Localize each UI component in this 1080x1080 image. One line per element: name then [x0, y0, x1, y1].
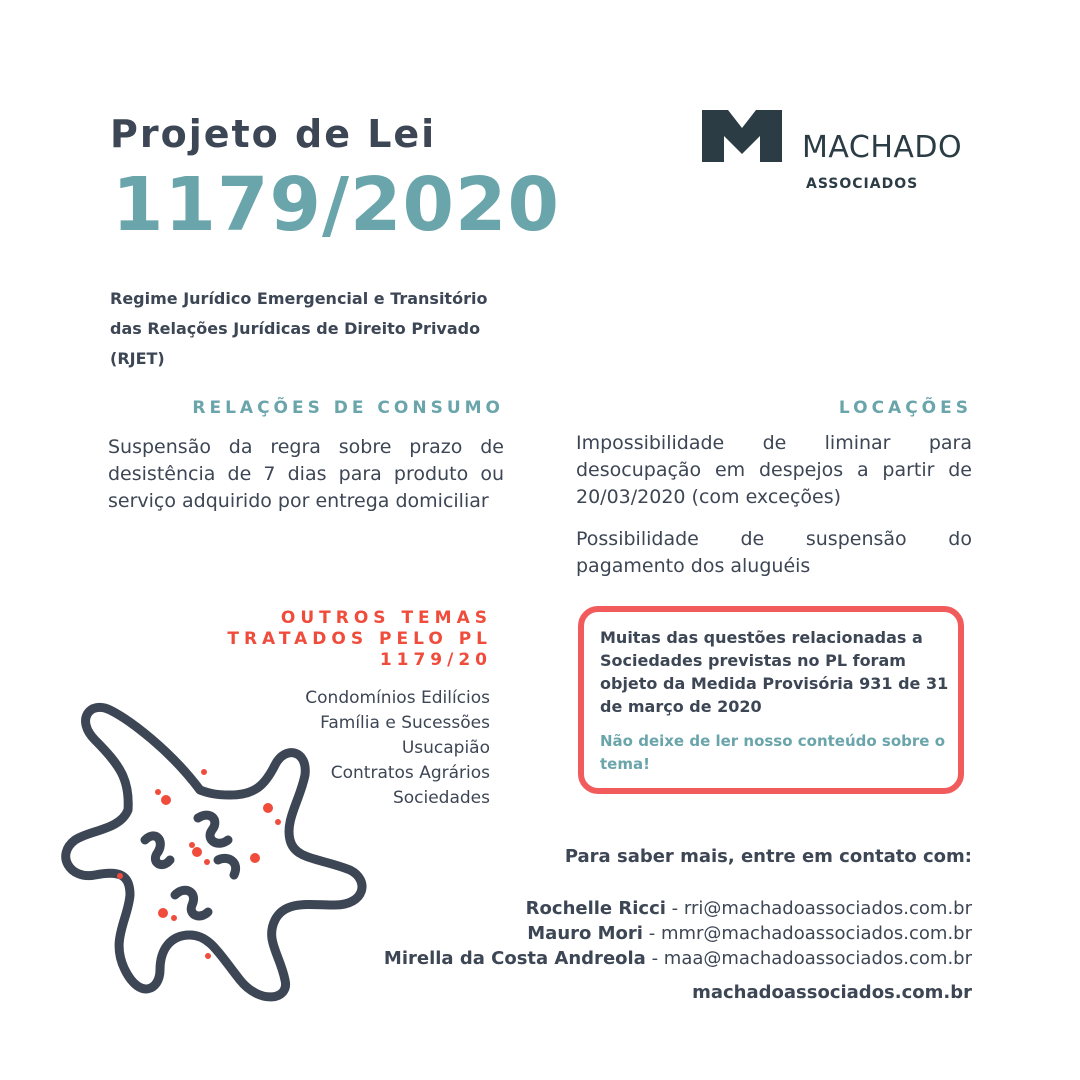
- contact-separator: -: [645, 948, 664, 969]
- contact-row: [300, 896, 972, 921]
- locacoes-item: Possibilidade de suspensão do pagamento dos aluguéis: [576, 528, 972, 577]
- contact-row: [300, 946, 972, 971]
- website-link[interactable]: machadoassociados.com.br: [692, 982, 972, 1003]
- list-item: Condomínios Edilícios: [305, 688, 490, 708]
- section-heading-consumo: RELAÇÕES DE CONSUMO: [192, 398, 504, 418]
- virus-icon: [50, 680, 390, 1040]
- callout-cta[interactable]: Não deixe de ler nosso conteúdo sobre o tema!: [600, 732, 945, 773]
- heading-line: OUTROS TEMAS: [280, 608, 492, 628]
- subtitle-line: Regime Jurídico Emergencial e Transitório: [110, 289, 488, 308]
- subtitle-line: (RJET): [110, 349, 165, 368]
- contact-email[interactable]: rri@machadoassociados.com.br: [683, 898, 972, 919]
- contact-email[interactable]: maa@machadoassociados.com.br: [663, 948, 972, 969]
- subtitle: [110, 284, 530, 374]
- callout-text: Muitas das questões relacionadas a Sociedades previstas no PL foram objeto da Medida Provisória 931 de 31 de março de 2020: [600, 628, 949, 716]
- contact-separator: -: [665, 898, 684, 919]
- locacoes-item: Impossibilidade de liminar para desocupação em despejos a partir de 20/03/2020 (com exceções): [576, 432, 972, 508]
- page-title-number: 1179/2020: [112, 162, 560, 248]
- list-item: Contratos Agrários: [330, 763, 490, 783]
- machado-logo-mark-icon: [702, 110, 782, 170]
- contact-list: [300, 896, 972, 971]
- logo-subtitle: ASSOCIADOS: [806, 176, 919, 192]
- contact-row: [300, 921, 972, 946]
- page-title-line1: Projeto de Lei: [110, 112, 437, 156]
- section-body-consumo: Suspensão da regra sobre prazo de desistência de 7 dias para produto ou serviço adquirido por entrega domiciliar: [108, 436, 504, 512]
- contact-email[interactable]: mmr@machadoassociados.com.br: [660, 923, 972, 944]
- contact-name: Mirella da Costa Andreola: [383, 948, 646, 969]
- section-heading-locacoes: LOCAÇÕES: [838, 398, 972, 418]
- logo-name: MACHADO: [802, 130, 963, 165]
- heading-line: TRATADOS PELO PL: [227, 629, 492, 649]
- contact-name: Mauro Mori: [527, 923, 643, 944]
- section-heading-outros-temas: [180, 608, 492, 671]
- subtitle-line: das Relações Jurídicas de Direito Privado: [110, 319, 481, 338]
- list-item: Usucapião: [401, 738, 490, 758]
- contact-separator: -: [642, 923, 661, 944]
- contact-name: Rochelle Ricci: [525, 898, 666, 919]
- heading-line: 1179/20: [379, 650, 492, 670]
- list-item: Família e Sucessões: [320, 713, 490, 733]
- contact-heading: Para saber mais, entre em contato com:: [564, 846, 972, 867]
- list-item: Sociedades: [392, 788, 490, 808]
